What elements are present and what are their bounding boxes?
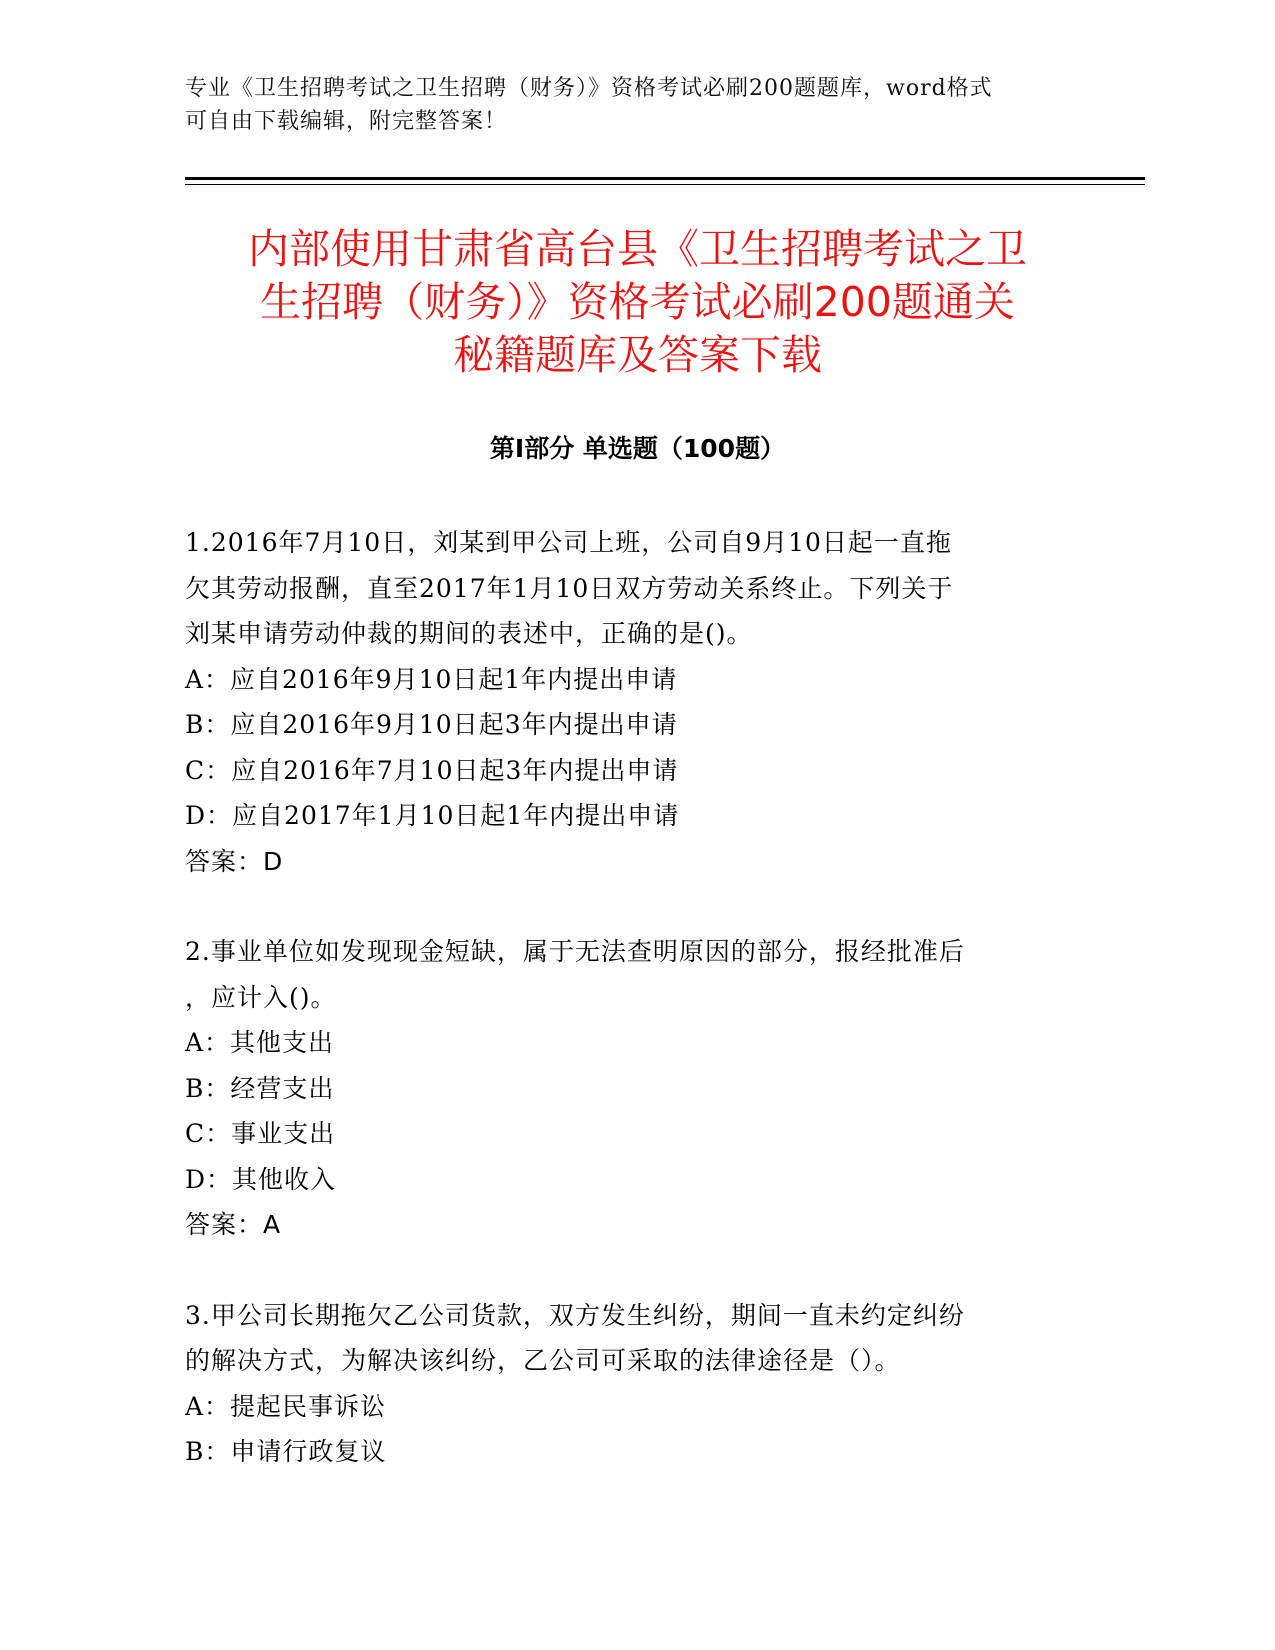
option-d: D：其他收入	[185, 1164, 337, 1194]
question-stem-line: 欠其劳动报酬，直至2017年1月10日双方劳动关系终止。下列关于	[185, 573, 954, 603]
question-stem-line: ，应计入()。	[185, 982, 337, 1012]
header-divider-thin	[185, 184, 1145, 185]
question-stem-line: 1.2016年7月10日，刘某到甲公司上班，公司自9月10日起一直拖	[185, 528, 952, 557]
option-d: D：应自2017年1月10日起1年内提出申请	[185, 801, 680, 830]
question-2	[185, 929, 1065, 1248]
option-a: A：提起民事诉讼	[185, 1391, 387, 1421]
answer-line: 答案：D	[185, 846, 284, 876]
question-stem-line: 刘某申请劳动仲裁的期间的表述中，正确的是()。	[185, 619, 753, 648]
header-divider-thick	[185, 177, 1145, 180]
document-title	[185, 223, 1090, 382]
header-line-2: 可自由下载编辑，附完整答案！	[185, 109, 508, 134]
title-line-1: 内部使用甘肃省高台县《卫生招聘考试之卫	[248, 225, 1027, 273]
option-b: B：申请行政复议	[185, 1437, 387, 1466]
question-stem-line: 2.事业单位如发现现金短缺，属于无法查明原因的部分，报经批准后	[185, 937, 965, 966]
question-1	[185, 520, 1065, 884]
question-3	[185, 1293, 1065, 1475]
question-stem-line: 的解决方式，为解决该纠纷，乙公司可采取的法律途径是（）。	[185, 1346, 901, 1375]
option-a: A：应自2016年9月10日起1年内提出申请	[185, 664, 678, 694]
option-c: C：事业支出	[185, 1119, 336, 1148]
question-list	[185, 520, 1065, 1520]
title-line-3: 秘籍题库及答案下载	[453, 331, 822, 379]
section-title: 第I部分 单选题（100题）	[489, 434, 786, 463]
option-a: A：其他支出	[185, 1028, 335, 1057]
option-b: B：经营支出	[185, 1073, 335, 1103]
option-b: B：应自2016年9月10日起3年内提出申请	[185, 710, 678, 739]
answer-line: 答案：A	[185, 1210, 282, 1239]
header-line-1: 专业《卫生招聘考试之卫生招聘（财务）》资格考试必刷200题题库，word格式	[185, 76, 993, 101]
option-c: C：应自2016年7月10日起3年内提出申请	[185, 755, 679, 785]
question-stem-line: 3.甲公司长期拖欠乙公司货款，双方发生纠纷，期间一直未约定纠纷	[185, 1300, 965, 1330]
document-header	[185, 72, 1065, 138]
title-line-2: 生招聘（财务）》资格考试必刷200题通关	[260, 278, 1015, 326]
